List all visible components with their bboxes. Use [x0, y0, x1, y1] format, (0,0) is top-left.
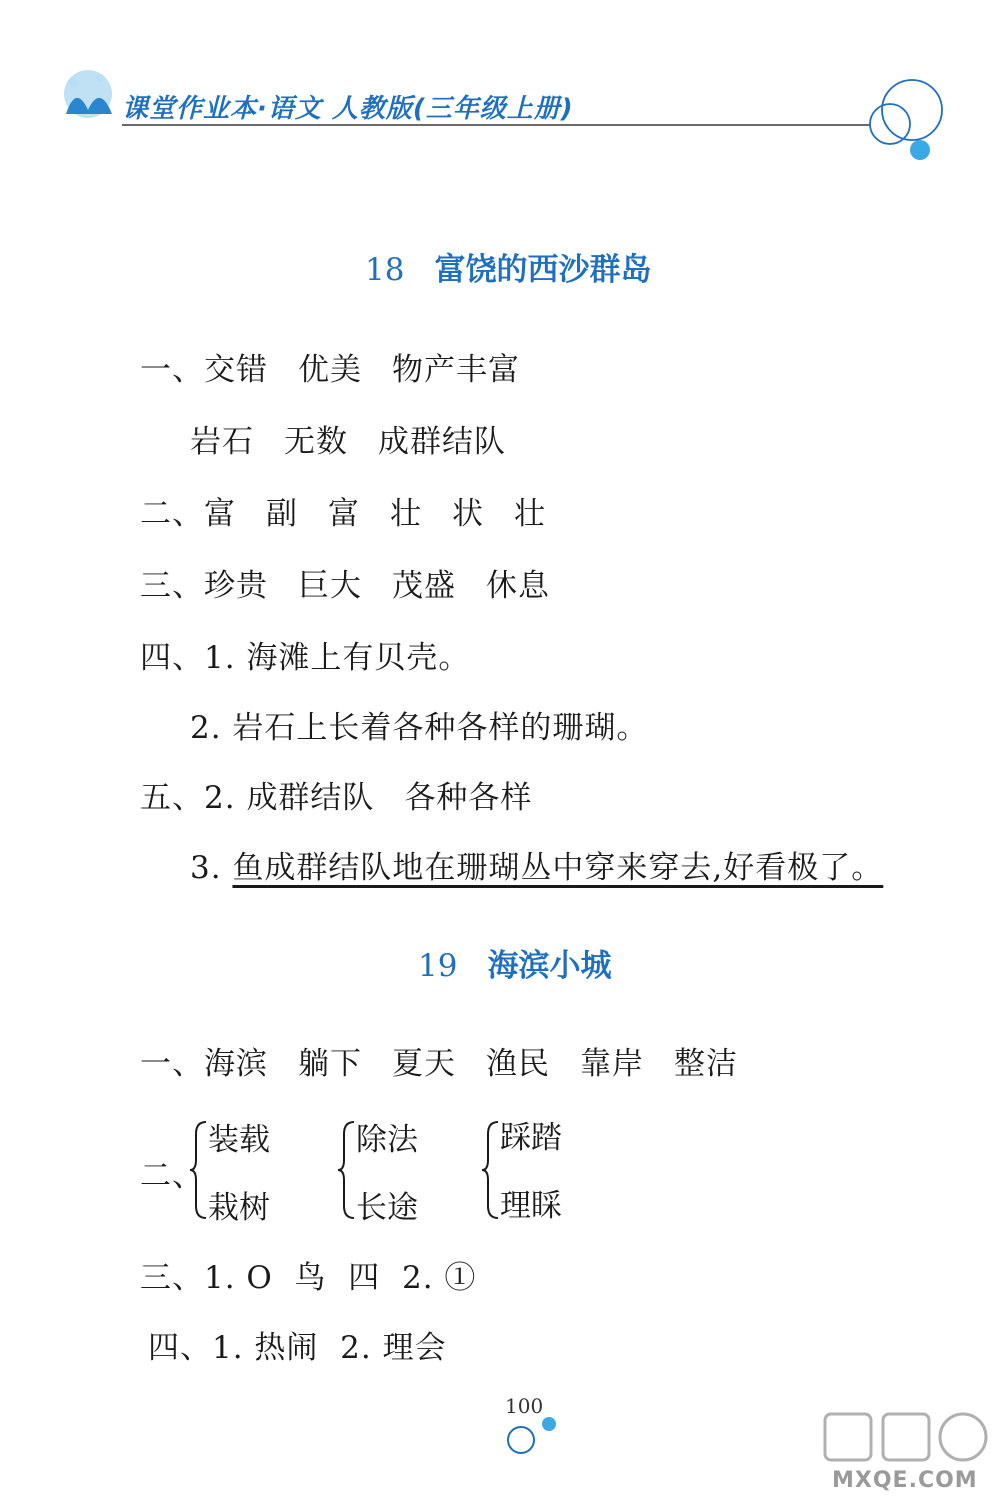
- answer-char: 副: [266, 496, 298, 532]
- s19-q3: [140, 1252, 476, 1297]
- answer-word: 成群结队: [378, 424, 506, 460]
- answer-sentence: 2. 岩石上长着各种各样的珊瑚。: [190, 710, 649, 746]
- header-title: 课堂作业本·语文 人教版(三年级上册): [122, 94, 574, 124]
- section-title-18: [365, 244, 651, 289]
- answer-word: 珍贵: [204, 568, 268, 604]
- answer-char: 壮: [514, 496, 546, 532]
- answer-char: 富: [328, 496, 360, 532]
- s18-q2: [140, 488, 576, 533]
- section-number: 18: [365, 252, 405, 288]
- s18-q5-item2: [140, 772, 562, 817]
- answer-text: 1. O 鸟 四 2. ①: [204, 1260, 477, 1296]
- answer-word: 躺下: [298, 1046, 362, 1082]
- brace-icon: [188, 1118, 210, 1222]
- paired-word: 长途: [356, 1190, 418, 1226]
- item-prefix: 3.: [190, 850, 222, 886]
- section-title-19: [418, 940, 611, 985]
- brace-icon: [480, 1118, 502, 1222]
- paired-word: 踩踏: [500, 1120, 562, 1156]
- s18-q4-item1: [140, 632, 470, 677]
- q-label: 一、: [140, 1046, 204, 1082]
- q-label: 二、: [140, 496, 204, 532]
- section-number: 19: [418, 948, 458, 984]
- answer-text: 1. 热闹 2. 理会: [212, 1330, 447, 1366]
- answer-word: 岩石: [190, 424, 254, 460]
- decorative-circles-icon: [860, 66, 960, 166]
- answer-char: 状: [452, 496, 484, 532]
- q-label: 四、: [148, 1330, 212, 1366]
- q-label: 二、: [140, 1158, 204, 1194]
- answer-word: 茂盛: [392, 568, 456, 604]
- answer-word: 整洁: [674, 1046, 738, 1082]
- q-label: 五、: [140, 780, 204, 816]
- s19-q1: [140, 1038, 768, 1083]
- q-label: 三、: [140, 1260, 204, 1296]
- s18-q1-row2: [190, 416, 536, 461]
- section-name: 海滨小城: [487, 948, 612, 984]
- item-prefix: 2.: [204, 780, 236, 816]
- paired-word: 栽树: [208, 1190, 270, 1226]
- page-header: [0, 0, 1000, 180]
- answer-word: 交错: [204, 352, 268, 388]
- page-number: 100: [505, 1394, 544, 1418]
- page-number-ornament-icon: [505, 1416, 565, 1458]
- book-logo-icon: [52, 64, 122, 128]
- answer-sentence: 1. 海滩上有贝壳。: [204, 640, 471, 676]
- s18-q1-row1: [140, 344, 550, 389]
- answer-char: 壮: [390, 496, 422, 532]
- q-label: 三、: [140, 568, 204, 604]
- s19-q4: [148, 1322, 447, 1367]
- answer-word: 成群结队: [246, 780, 375, 816]
- answer-word: 夏天: [392, 1046, 456, 1082]
- answer-word: 优美: [298, 352, 362, 388]
- section-name: 富饶的西沙群岛: [434, 252, 652, 288]
- answer-word: 渔民: [486, 1046, 550, 1082]
- q-label: 一、: [140, 352, 204, 388]
- answer-char: 富: [204, 496, 236, 532]
- underlined-answer: 鱼成群结队地在珊瑚丛中穿来穿去,好看极了。: [232, 850, 884, 886]
- answer-word: 各种各样: [404, 780, 533, 816]
- s18-q5-item3: [190, 842, 883, 887]
- paired-word: 除法: [356, 1122, 418, 1158]
- q-label: 四、: [140, 640, 204, 676]
- paired-word: 装载: [208, 1122, 270, 1158]
- header-divider: [122, 124, 870, 126]
- watermark-text: MXQE.COM: [832, 1468, 978, 1493]
- s18-q4-item2: [190, 702, 648, 747]
- answer-word: 无数: [284, 424, 348, 460]
- answer-word: 休息: [486, 568, 550, 604]
- brace-icon: [336, 1118, 358, 1222]
- answer-word: 巨大: [298, 568, 362, 604]
- answer-word: 靠岸: [580, 1046, 644, 1082]
- paired-word: 理睬: [500, 1188, 562, 1224]
- answer-word: 物产丰富: [392, 352, 520, 388]
- answer-word: 海滨: [204, 1046, 268, 1082]
- s18-q3: [140, 560, 580, 605]
